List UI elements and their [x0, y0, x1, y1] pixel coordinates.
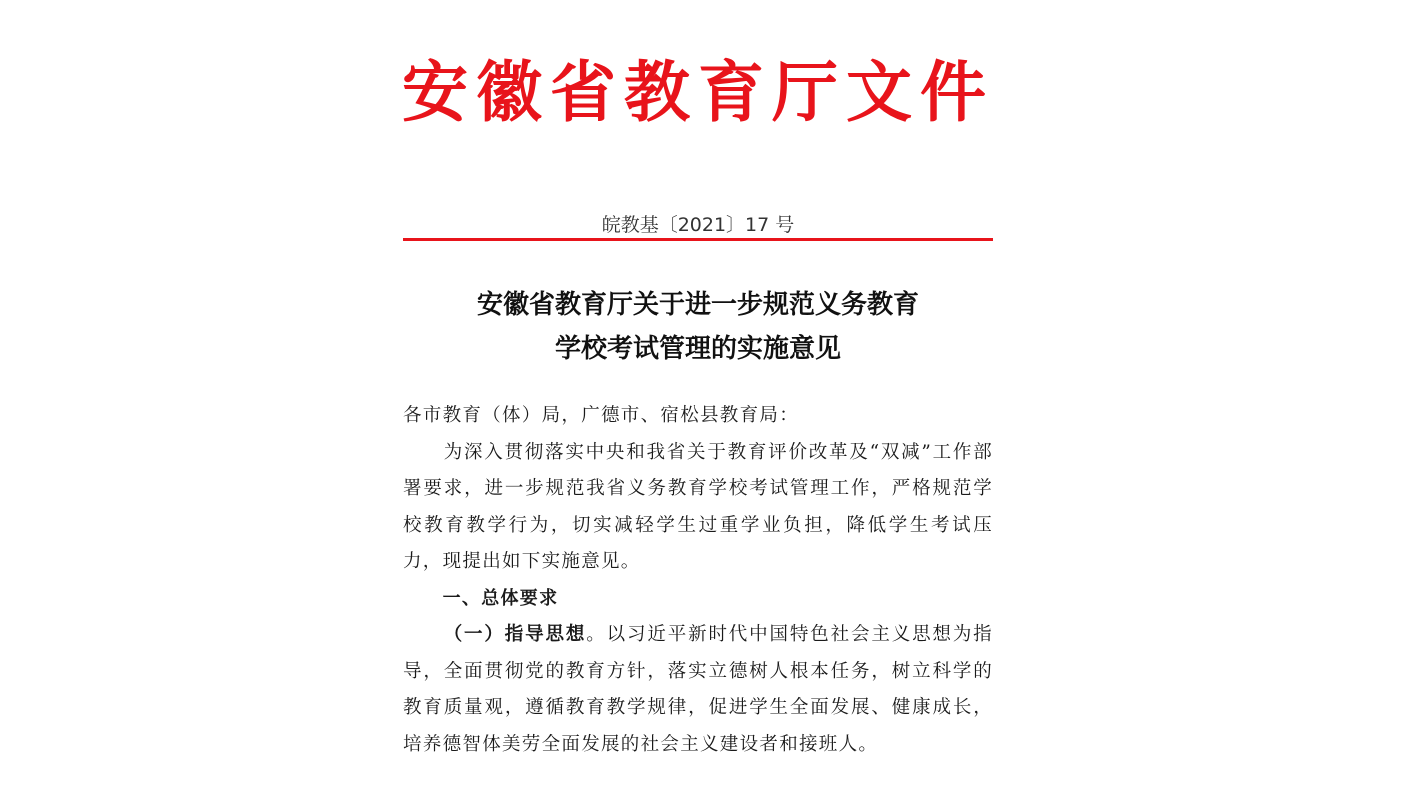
issuer-header: 安徽省教育厅文件	[402, 53, 994, 131]
document-page	[403, 0, 993, 791]
red-divider-line	[403, 238, 993, 241]
item-label: （一）指导思想	[443, 624, 587, 645]
document-title	[403, 283, 993, 371]
item-text: 。以习近平新时代中国特色社会主义思想为指导，全面贯彻党的教育方针，落实立德树人根本任务，树立科学的教育质量观，遵循教育教学规律，促进学生全面发展、健康成长，培养德智体美劳全面发展的社会主义建设者和接班人。	[403, 624, 993, 755]
title-line-2: 学校考试管理的实施意见	[554, 334, 841, 364]
item-paragraph	[403, 617, 993, 763]
title-line-1: 安徽省教育厅关于进一步规范义务教育	[476, 290, 919, 320]
document-body	[403, 398, 993, 763]
salutation: 各市教育（体）局，广德市、宿松县教育局：	[403, 405, 800, 426]
section-heading: 一、总体要求	[442, 587, 559, 609]
intro-paragraph: 为深入贯彻落实中央和我省关于教育评价改革及“双减”工作部署要求，进一步规范我省义务教育学校考试管理工作，严格规范学校教育教学行为，切实减轻学生过重学业负担，降低学生考试压力，现提出如下实施意见。	[403, 441, 993, 572]
document-number: 皖教基〔2021〕17 号	[601, 214, 795, 236]
